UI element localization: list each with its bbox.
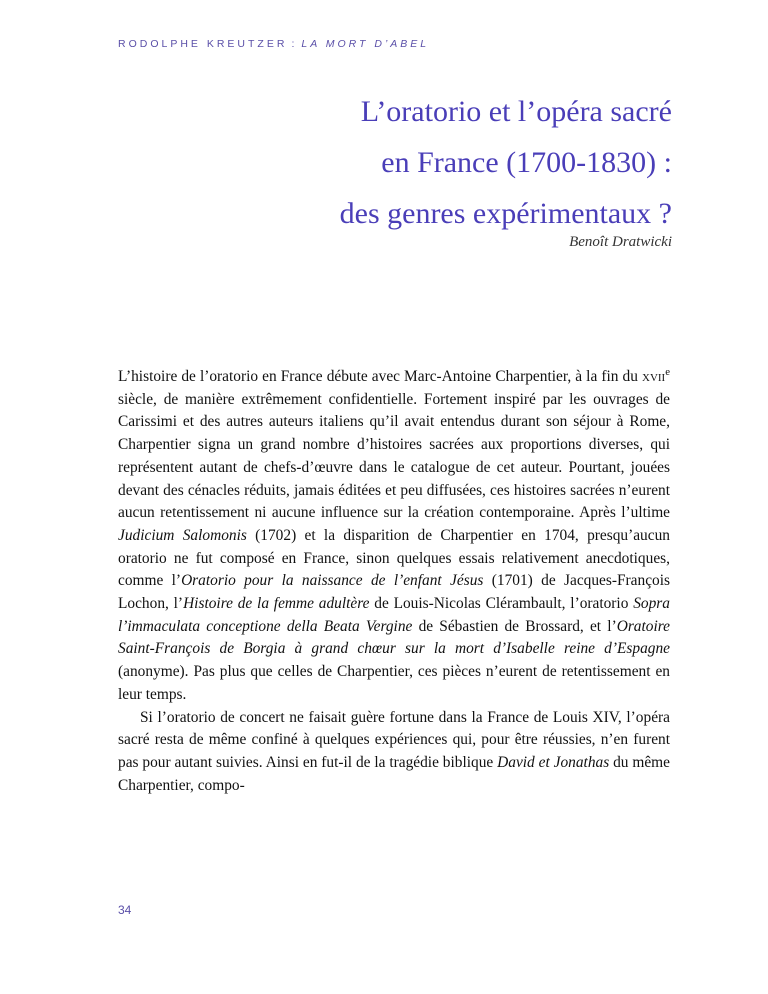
title-line-3: des genres expérimentaux ? bbox=[339, 197, 672, 230]
p1-text-4: (1701) de Jacques-François Lochon, l’ bbox=[118, 572, 670, 613]
p1-text-2: siècle, de manière extrêmement confidentielle. Fortement inspiré par les ouvrages de Carissimi et des autres auteurs italiens qu’il avait entendus durant son séjour à Rome, Charpentier signa un grand nombre d’histoires sacrées aux proportions diverses, qui représentent autant de chefs-d’œuvre dans le catalogue de cet auteur. Pourtant, jouées devant des cénacles réduits, jamais éditées et peu diffusées, ces histoires sacrées n’eurent aucun retentissement ni aucune influence sur la création contemporaine. Après l’ultime bbox=[118, 390, 670, 522]
chapter-title bbox=[112, 86, 672, 239]
p1-italic-2: Oratorio pour la naissance de l’enfant Jésus bbox=[181, 572, 484, 590]
running-head-separator: : bbox=[291, 38, 298, 50]
running-head bbox=[118, 38, 429, 50]
p1-text-3: (1702) et la disparition de Charpentier en 1704, presqu’aucun oratorio ne fut composé en France, sinon quelques essais relativement anecdotiques, comme l’ bbox=[118, 526, 670, 590]
p1-italic-1: Judicium Salomonis bbox=[118, 526, 247, 544]
running-head-author: RODOLPHE KREUTZER bbox=[118, 38, 288, 50]
running-head-work: LA MORT D’ABEL bbox=[301, 38, 430, 50]
p2-italic-1: David et Jonathas bbox=[497, 753, 610, 771]
p1-text-1: L’histoire de l’oratorio en France débute avec Marc-Antoine Charpentier, à la fin du bbox=[118, 368, 642, 385]
p1-century-sup: e bbox=[665, 365, 670, 378]
p1-text-5: de Louis-Nicolas Clérambault, l’oratorio bbox=[369, 595, 634, 613]
p1-text-7: (anonyme). Pas plus que celles de Charpentier, ces pièces n’eurent de retentissement en leur temps. bbox=[118, 663, 670, 703]
title-line-1: L’oratorio et l’opéra sacré bbox=[360, 95, 672, 128]
p1-text-6: de Sébastien de Brossard, et l’ bbox=[412, 617, 617, 635]
p1-century: xvii bbox=[642, 368, 666, 385]
title-line-2: en France (1700-1830) : bbox=[381, 146, 672, 179]
p1-italic-3: Histoire de la femme adultère bbox=[183, 595, 370, 613]
body-text bbox=[118, 366, 670, 797]
p2-text-2: du même Charpentier, compo- bbox=[118, 753, 670, 794]
p1-italic-5: Oratoire Saint-François de Borgia à grand chœur sur la mort d’Isabelle reine d’Espagne bbox=[118, 617, 670, 658]
p2-text-1: Si l’oratorio de concert ne faisait guère fortune dans la France de Louis XIV, l’opéra sacré resta de même confiné à quelques expériences qui, pour être réussies, n’en furent pas pour autant suivies. Ainsi en fut-il de la tragédie biblique bbox=[118, 708, 670, 771]
p1-italic-4: Sopra l’immaculata conceptione della Beata Vergine bbox=[118, 595, 670, 635]
paragraph-2 bbox=[118, 707, 670, 798]
paragraph-1 bbox=[118, 366, 670, 707]
page-number: 34 bbox=[118, 903, 132, 917]
chapter-author: Benoît Dratwicki bbox=[569, 234, 672, 250]
